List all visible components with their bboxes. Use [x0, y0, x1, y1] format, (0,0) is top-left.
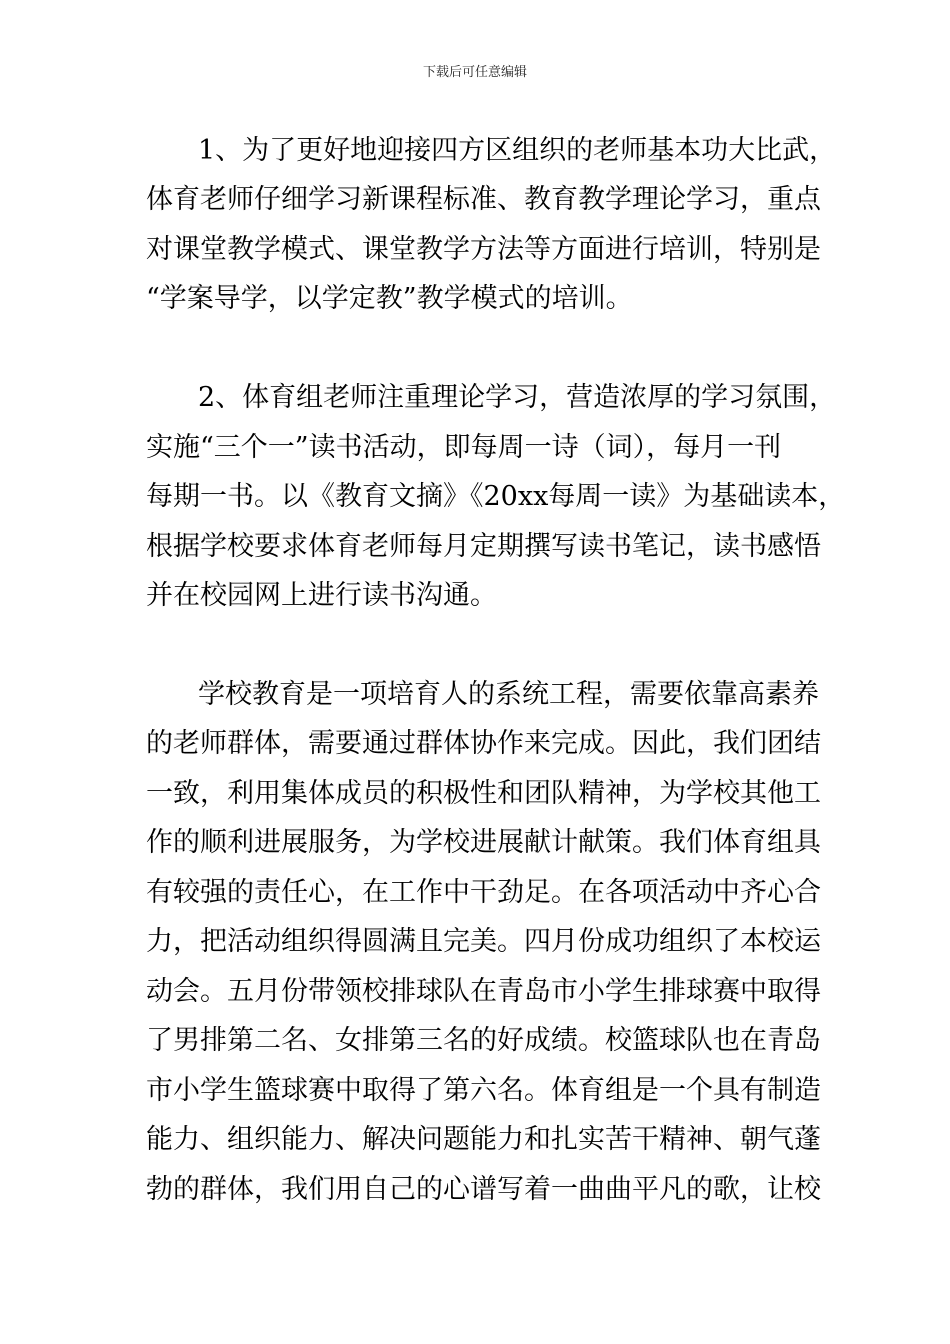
- text-line: 学校教育是一项培育人的系统工程，需要依靠高素养: [198, 679, 819, 710]
- text-line: 力，把活动组织得圆满且完美。四月份成功组织了本校运: [146, 926, 821, 957]
- text-line: 对课堂教学模式、课堂教学方法等方面进行培训，特别是: [146, 234, 821, 265]
- text-line: 了男排第二名、女排第三名的好成绩。校篮球队也在青岛: [146, 1025, 821, 1056]
- text-line: 每期一书。以《教育文摘》《20xx每周一读》为基础读本，: [146, 481, 846, 512]
- text-line: 1、为了更好地迎接四方区组织的老师基本功大比武，: [198, 135, 837, 166]
- text-line: 的老师群体，需要通过群体协作来完成。因此，我们团结: [146, 728, 821, 759]
- header-note: 下载后可任意编辑: [422, 65, 527, 80]
- text-line: 根据学校要求体育老师每月定期撰写读书笔记，读书感悟: [146, 531, 821, 562]
- text-line: 并在校园网上进行读书沟通。: [146, 580, 497, 611]
- text-line: “学案导学，以学定教”教学模式的培训。: [146, 283, 633, 314]
- text-line: 勃的群体，我们用自己的心谱写着一曲曲平凡的歌，让校: [146, 1174, 821, 1205]
- text-line: 有较强的责任心，在工作中干劲足。在各项活动中齐心合: [146, 877, 821, 908]
- text-line: 一致，利用集体成员的积极性和团队精神，为学校其他工: [146, 778, 821, 809]
- text-line: 能力、组织能力、解决问题能力和扎实苦干精神、朝气蓬: [146, 1124, 821, 1155]
- text-line: 体育老师仔细学习新课程标准、教育教学理论学习，重点: [146, 184, 821, 215]
- text-line: 市小学生篮球赛中取得了第六名。体育组是一个具有制造: [146, 1075, 821, 1106]
- text-line: 作的顺利进展服务，为学校进展献计献策。我们体育组具: [146, 827, 821, 858]
- text-line: 实施“三个一”读书活动，即每周一诗（词），每月一刊: [146, 432, 782, 463]
- text-line: 2、体育组老师注重理论学习，营造浓厚的学习氛围，: [198, 382, 837, 413]
- text-line: 动会。五月份带领校排球队在青岛市小学生排球赛中取得: [146, 976, 821, 1007]
